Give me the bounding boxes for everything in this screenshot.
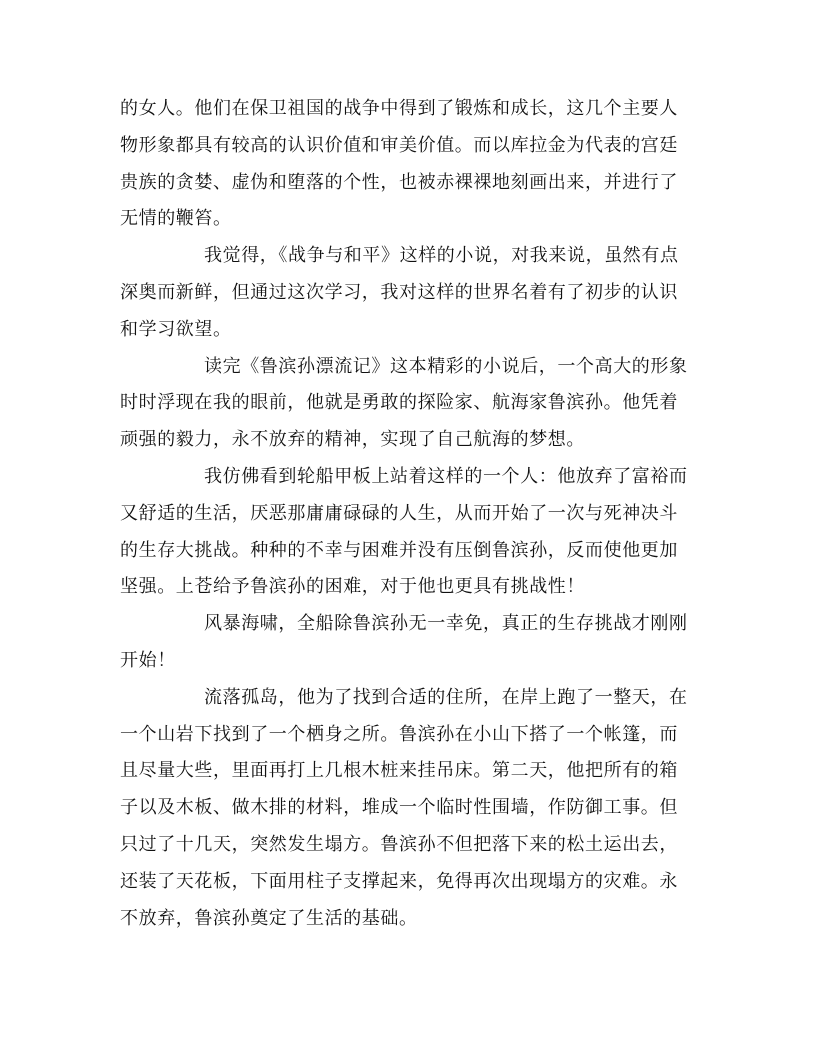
text-line: 我觉得，《战争与和平》这样的小说，对我来说，虽然有点 (204, 245, 679, 267)
text-line: 顽强的毅力，永不放弃的精神，实现了自己航海的梦想。 (120, 429, 585, 451)
text-line: 无情的鞭笞。 (120, 208, 232, 230)
text-line: 又舒适的生活，厌恶那庸庸碌碌的人生，从而开始了一次与死神决斗 (120, 502, 678, 524)
text-line: 流落孤岛，他为了找到合适的住所，在岸上跑了一整天，在 (204, 686, 688, 708)
text-line: 不放弃，鲁滨孙奠定了生活的基础。 (120, 907, 418, 929)
text-line: 一个山岩下找到了一个栖身之所。鲁滨孙在小山下搭了一个帐篷，而 (120, 723, 678, 745)
text-line: 的女人。他们在保卫祖国的战争中得到了锻炼和成长，这几个主要人 (120, 98, 678, 119)
text-line: 只过了十几天，突然发生塌方。鲁滨孙不但把落下来的松土运出去， (120, 833, 678, 855)
document-body (120, 91, 700, 937)
text-line: 读完《鲁滨孙漂流记》这本精彩的小说后，一个高大的形象 (204, 355, 688, 377)
text-line: 且尽量大些，里面再打上几根木桩来挂吊床。第二天，他把所有的箱 (120, 760, 678, 782)
text-line: 风暴海啸，全船除鲁滨孙无一幸免，真正的生存挑战才刚刚 (204, 613, 688, 635)
text-line: 坚强。上苍给予鲁滨孙的困难，对于他也更具有挑战性！ (120, 576, 585, 598)
paragraph-6 (120, 680, 700, 938)
text-line: 还装了天花板，下面用柱子支撑起来，免得再次出现塌方的灾难。永 (120, 870, 678, 892)
paragraph-5 (120, 606, 700, 680)
paragraph-1 (120, 91, 700, 238)
paragraph-4 (120, 459, 700, 606)
text-line: 贵族的贪婪、虚伪和堕落的个性，也被赤裸裸地刻画出来，并进行了 (120, 171, 678, 193)
text-line: 开始！ (120, 649, 176, 671)
text-line: 物形象都具有较高的认识价值和审美价值。而以库拉金为代表的宫廷 (120, 134, 678, 156)
text-line: 和学习欲望。 (120, 318, 232, 340)
text-line: 的生存大挑战。种种的不幸与困难并没有压倒鲁滨孙，反而使他更加 (120, 539, 678, 561)
text-line: 时时浮现在我的眼前，他就是勇敢的探险家、航海家鲁滨孙。他凭着 (120, 392, 678, 414)
paragraph-3 (120, 349, 700, 459)
paragraph-2 (120, 238, 700, 348)
text-line: 我仿佛看到轮船甲板上站着这样的一个人：他放弃了富裕而 (204, 465, 688, 487)
text-line: 深奥而新鲜，但通过这次学习，我对这样的世界名着有了初步的认识 (120, 281, 678, 303)
text-line: 子以及木板、做木排的材料，堆成一个临时性围墙，作防御工事。但 (120, 797, 678, 819)
